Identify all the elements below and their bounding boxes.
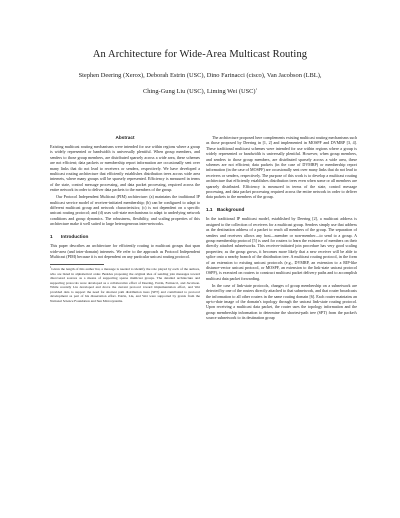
author-list [40, 68, 360, 100]
footnote-text: Given the length of this author list, a message is needed to identify the role played by each of the authors, who are listed in alphabetical order. Besides proposing the original idea of sending join messages toward discovered sources as a means of supporting sparse multicast groups. The detailed architecture and supporting protocols were developed as a collaborative effort of Deering, Estrin, Farinacci, and Jacobson. While recently Liu developed and drove the current protocol toward implementation effort, and Wei provided data to support the need for shortest path distribution trees (SPT) and contributed to protocol development as part of his dissertation effort. Estrin, Liu, and Wei were supported by grants from the National Science Foundation and Sun Microsystems. [50, 267, 200, 303]
right-paragraph-1: The architecture proposed here complements existing multicast routing mechanisms such as those proposed by Deering in [1, 2] and implemented in MOSPF and DVMRP [3, 4]. These traditional multicast schemes were intended for use within regions where a group is widely represented or bandwidth is universally plentiful. However, when group members, and senders to those group members, are distributed sparsely across a wide area, these schemes are not efficient; data packets (in the case of DVMRP) or membership report information (in the case of MOSPF) are occasionally sent over many links that do not lead to receivers or senders, respectively. The purpose of this work is to develop a multicast routing architecture that efficiently establishes distribution trees even when some or all members are sparsely distributed. Efficiency is measured in terms of the state, control message processing, and data packet processing required across the entire network in order to deliver data packets to the members of the group. [206, 135, 357, 200]
authors-line-1: Stephen Deering (Xerox), Deborah Estrin (USC), Dino Farinacci (cisco), Van Jacobson (LBL), [78, 72, 322, 79]
abstract-paragraph-1: Existing multicast routing mechanisms were intended for use within regions where a group is widely represented or bandwidth is universally plentiful. When group members, and senders to those group members, are distributed sparsely across a wide area, these schemes are not efficient; data packets or membership report information are occasionally sent over many links that do not lead to receivers or senders, respectively. We have developed a multicast routing architecture that efficiently establishes distribution trees across wide area internets, where many groups will be sparsely represented. Efficiency is measured in terms of the state, control message processing, and data packet processing, required across the entire network in order to deliver data packets to the members of the group. [50, 144, 200, 193]
paper-title: An Architecture for Wide-Area Multicast Routing [92, 49, 308, 60]
intro-heading-text: Introduction [61, 234, 89, 240]
footnote-rule [50, 264, 104, 265]
background-heading [206, 207, 357, 213]
footnote-mark: 1 [50, 266, 52, 270]
background-paragraph-2: In the case of link-state protocols, changes of group membership on a subnetwork are detected by one of the routers directly attached to that subnetwork, and that router broadcasts the information to all other routers in the same routing domain [6]. Each router maintains an up-to-date image of the domain's topology through the unicast link-state routing protocol. Upon receiving a multicast data packet, the router uses the topology information and the group membership information to determine the shortest-path tree (SPT) from the packet's source subnetwork to its destination group [206, 282, 357, 321]
left-column [50, 135, 200, 303]
background-paragraph-1: In the traditional IP multicast model, established by Deering [2], a multicast address is assigned to the collection of receivers for a multicast group. Senders simply use that address as the destination address of a packet to reach all members of the group. The separation of senders and receivers allows any host—member or non-member—to send to a group. A group membership protocol [5] is used for routers to learn the existence of members on their directly attached subnetworks. This receiver-initiated join procedure has very good scaling properties; as the group grows, it becomes more likely that a new receiver will be able to splice onto a nearby branch of the distribution tree. A multicast routing protocol, in the form of an extension to existing unicast protocols (e.g., DVMRP, an extension to a RIP-like distance-vector unicast protocol, or MOSPF, an extension to the link-state unicast protocol OSPF), is executed on routers to construct multicast packet delivery paths and to accomplish multicast data packet forwarding. [206, 216, 357, 281]
author-footnote-mark: 1 [255, 86, 258, 91]
authors-line-2-text: Ching-Gung Liu (USC), Liming Wei (USC) [142, 88, 256, 95]
background-section-number: 1.1 [206, 207, 213, 213]
footnote [50, 267, 200, 303]
authors-line-2 [40, 84, 360, 100]
abstract-heading: Abstract [115, 135, 135, 140]
right-column [206, 135, 357, 322]
abstract-paragraph-2: Our Protocol Independent Multicast (PIM) architecture: (a) maintains the traditional IP multicast service model of receiver-initiated membership; (b) can be configured to adapt to different multicast group and network characteristics; (c) is not dependent on a specific unicast routing protocol; and (d) uses soft-state mechanisms to adapt to underlying network conditions and group dynamics. The robustness, flexibility, and scaling properties of this architecture make it well suited to large heterogeneous inter-networks. [50, 194, 200, 227]
intro-paragraph-1: This paper describes an architecture for efficiently routing to multicast groups that span wide-area (and inter-domain) internets. We refer to the approach as Protocol Independent Multicast (PIM) because it is not dependent on any particular unicast routing protocol. [50, 243, 200, 259]
intro-heading [50, 234, 200, 240]
background-heading-text: Background [217, 207, 245, 213]
intro-section-number: 1 [50, 234, 53, 240]
